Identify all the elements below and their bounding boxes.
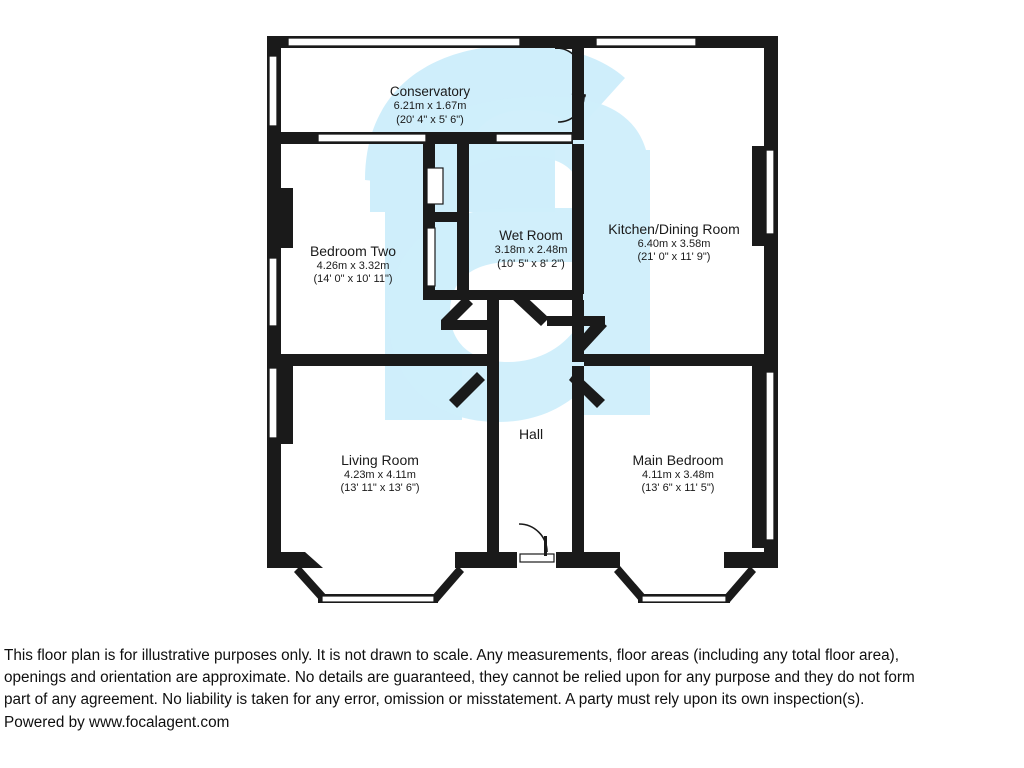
- room-name: Main Bedroom: [632, 452, 724, 468]
- disclaimer-line-4: Powered by www.focalagent.com: [4, 713, 230, 731]
- room-dimensions-imperial: (14' 0" x 10' 11"): [313, 273, 393, 286]
- room-label-wet-room: [495, 228, 568, 271]
- room-dimensions-imperial: (13' 11" x 13' 6"): [340, 482, 420, 495]
- room-name: Kitchen/Dining Room: [608, 221, 740, 237]
- room-dimensions-imperial: (10' 5" x 8' 2"): [497, 257, 565, 270]
- room-dimensions-metric: 4.26m x 3.32m: [316, 260, 390, 273]
- room-dimensions-metric: 6.21m x 1.67m: [393, 100, 467, 113]
- room-dimensions-metric: 4.11m x 3.48m: [642, 469, 714, 482]
- room-name: Living Room: [341, 452, 419, 468]
- room-dimensions-metric: 6.40m x 3.58m: [637, 238, 711, 251]
- room-label-living-room: [340, 452, 419, 496]
- room-name: Conservatory: [389, 84, 471, 99]
- room-label-hall: [519, 426, 543, 443]
- room-label-bedroom-two: [310, 243, 396, 287]
- room-label-conservatory: [390, 84, 470, 127]
- room-name: Hall: [518, 426, 544, 442]
- disclaimer-line-1: This floor plan is for illustrative purposes only. It is not drawn to scale. Any measurements, floor areas (including any total floor area),: [4, 647, 900, 664]
- room-label-main-bedroom: [632, 452, 723, 496]
- room-name: Bedroom Two: [309, 243, 397, 259]
- disclaimer-line-3: part of any agreement. No liability is taken for any error, omission or misstatement. A party must rely upon its own inspection(s).: [4, 691, 865, 709]
- room-name: Wet Room: [499, 228, 563, 243]
- room-dimensions-metric: 4.23m x 4.11m: [344, 469, 416, 482]
- room-dimensions-imperial: (21' 0" x 11' 9"): [637, 251, 711, 264]
- room-dimensions-imperial: (13' 6" x 11' 5"): [641, 482, 715, 495]
- room-label-kitchen-dining-room: [608, 221, 740, 265]
- room-dimensions-imperial: (20' 4" x 5' 6"): [396, 113, 464, 126]
- disclaimer-line-2: openings and orientation are approximate. No details are guaranteed, they cannot be relied upon for any purpose and they do not form: [4, 669, 915, 687]
- disclaimer: [0, 645, 1024, 734]
- room-dimensions-metric: 3.18m x 2.48m: [494, 244, 568, 257]
